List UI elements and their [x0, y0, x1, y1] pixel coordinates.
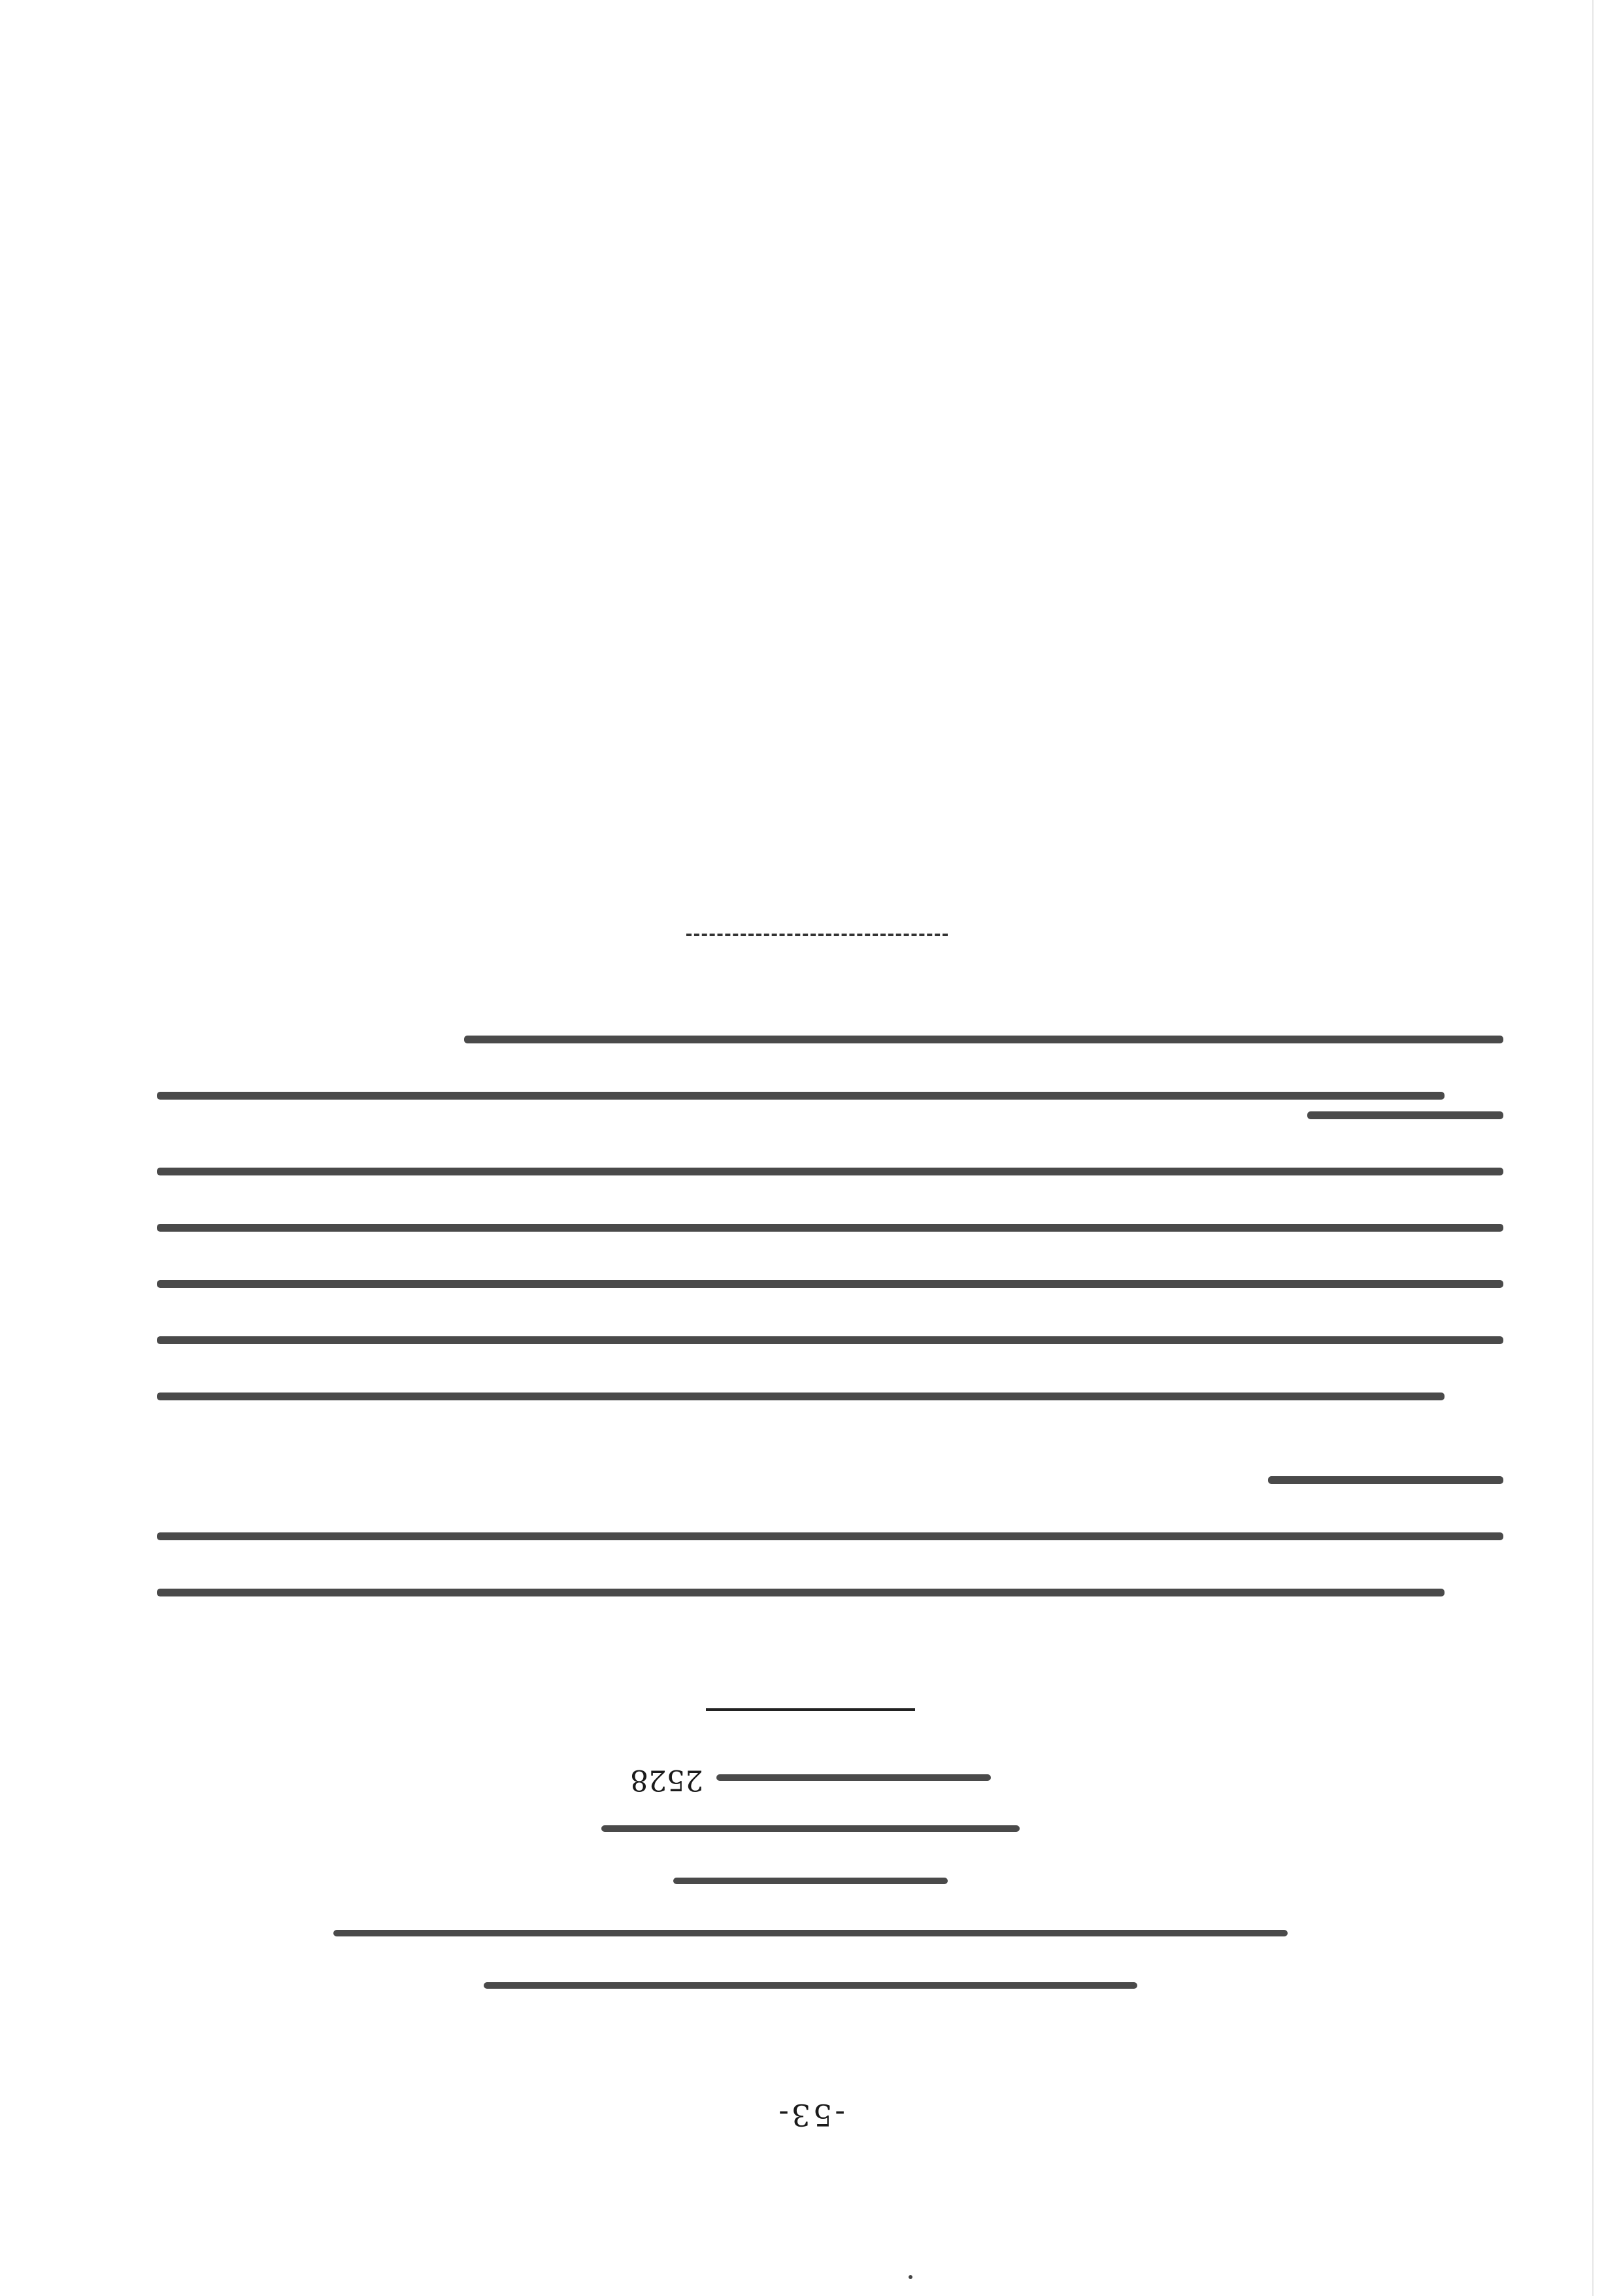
text-line	[157, 1586, 1503, 1642]
page-number: -53-	[776, 2097, 845, 2133]
divider-rule	[706, 1708, 915, 1711]
date-line: 2528	[183, 1753, 1438, 1806]
text-line	[157, 1334, 1503, 1390]
title-line-2	[183, 1910, 1438, 1963]
text-line	[157, 1221, 1503, 1277]
text-line	[157, 1165, 1503, 1221]
title-block	[183, 1753, 1438, 2015]
text-line	[157, 1530, 1503, 1586]
paragraph-3	[157, 1033, 1503, 1145]
paragraph-1	[157, 1474, 1503, 1642]
text-line	[157, 1277, 1503, 1334]
text-line	[157, 1474, 1503, 1530]
text-line	[157, 1089, 1503, 1145]
end-dashed-rule	[686, 934, 948, 936]
author-line	[183, 1858, 1438, 1910]
title-line-1	[183, 1963, 1438, 2015]
paragraph-2	[157, 1109, 1503, 1446]
scan-speck	[909, 2275, 912, 2279]
text-line	[157, 1390, 1503, 1446]
text-line	[157, 1033, 1503, 1089]
office-line	[183, 1806, 1438, 1858]
